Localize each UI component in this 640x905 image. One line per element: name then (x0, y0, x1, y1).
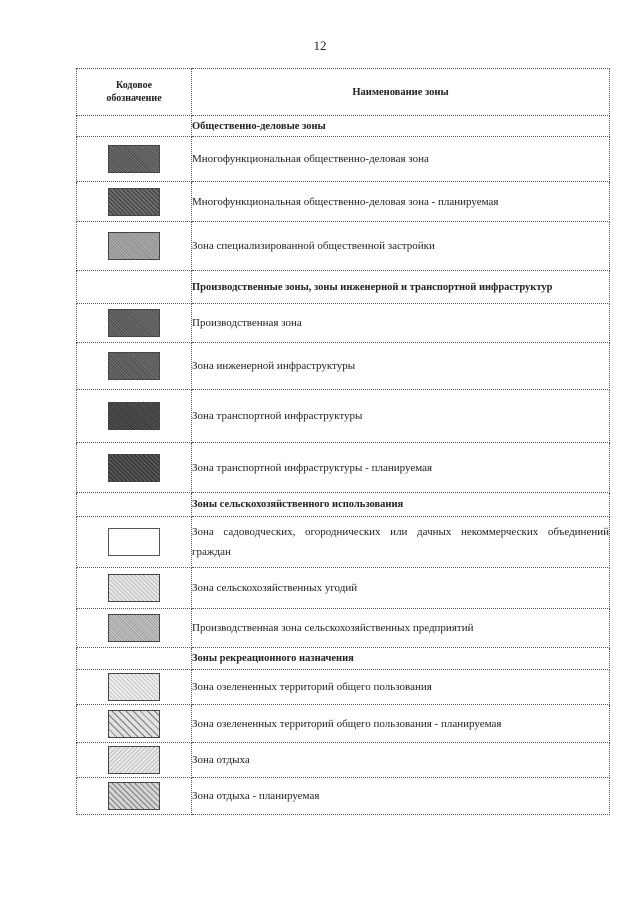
zone-legend-table (76, 68, 610, 815)
zone-name: Зона садоводческих, огороднических или дачных некоммерческих объединений граждан (192, 517, 610, 568)
zone-name: Зона транспортной инфраструктуры - планируемая (192, 443, 610, 493)
category-label: Зоны сельскохозяйственного использования (192, 493, 610, 517)
table-row (77, 609, 610, 648)
category-code-cell (77, 493, 192, 517)
zone-swatch (108, 782, 160, 810)
zone-name: Многофункциональная общественно-деловая зона (192, 137, 610, 182)
swatch-cell (77, 568, 192, 609)
zone-swatch (108, 673, 160, 701)
swatch-cell (77, 705, 192, 743)
zone-name: Зона инженерной инфраструктуры (192, 343, 610, 390)
category-row (77, 116, 610, 137)
swatch-cell (77, 670, 192, 705)
header-code (77, 69, 192, 116)
zone-swatch (108, 232, 160, 260)
table-row (77, 222, 610, 271)
swatch-cell (77, 222, 192, 271)
zone-name: Зона отдыха - планируемая (192, 778, 610, 815)
zone-swatch (108, 145, 160, 173)
category-row (77, 648, 610, 670)
table-row (77, 517, 610, 568)
table-row (77, 568, 610, 609)
zone-swatch (108, 352, 160, 380)
category-code-cell (77, 116, 192, 137)
table-row (77, 670, 610, 705)
table-row (77, 304, 610, 343)
zone-swatch (108, 710, 160, 738)
zone-swatch (108, 614, 160, 642)
table-row (77, 443, 610, 493)
table-row (77, 182, 610, 222)
table-row (77, 390, 610, 443)
category-label: Производственные зоны, зоны инженерной и транспортной инфраструктур (192, 271, 610, 304)
header-code-line1: Кодовое (115, 80, 153, 91)
category-code-cell (77, 648, 192, 670)
zone-swatch (108, 746, 160, 774)
zone-swatch (108, 188, 160, 216)
swatch-cell (77, 778, 192, 815)
zone-name: Производственная зона сельскохозяйственных предприятий (192, 609, 610, 648)
swatch-cell (77, 137, 192, 182)
category-code-cell (77, 271, 192, 304)
zone-name: Зона транспортной инфраструктуры (192, 390, 610, 443)
swatch-cell (77, 343, 192, 390)
table-row (77, 343, 610, 390)
zone-name: Зона специализированной общественной застройки (192, 222, 610, 271)
zone-swatch (108, 528, 160, 556)
swatch-cell (77, 390, 192, 443)
zone-name: Зона сельскохозяйственных угодий (192, 568, 610, 609)
page-number: 12 (313, 38, 327, 53)
zone-name: Производственная зона (192, 304, 610, 343)
zone-name: Зона озелененных территорий общего пользования - планируемая (192, 705, 610, 743)
zone-name: Зона отдыха (192, 743, 610, 778)
zone-swatch (108, 309, 160, 337)
category-row (77, 493, 610, 517)
category-row (77, 271, 610, 304)
table-row (77, 137, 610, 182)
table-row (77, 705, 610, 743)
swatch-cell (77, 304, 192, 343)
swatch-cell (77, 182, 192, 222)
swatch-cell (77, 743, 192, 778)
category-label: Зоны рекреационного назначения (192, 648, 610, 670)
swatch-cell (77, 443, 192, 493)
zone-swatch (108, 454, 160, 482)
header-zone-name: Наименование зоны (192, 69, 610, 116)
zone-swatch (108, 574, 160, 602)
zone-name: Зона озелененных территорий общего пользования (192, 670, 610, 705)
header-code-line2: обозначение (106, 93, 162, 104)
category-label: Общественно-деловые зоны (192, 116, 610, 137)
swatch-cell (77, 517, 192, 568)
table-row (77, 743, 610, 778)
zone-name: Многофункциональная общественно-деловая зона - планируемая (192, 182, 610, 222)
table-row (77, 778, 610, 815)
zone-swatch (108, 402, 160, 430)
swatch-cell (77, 609, 192, 648)
table-header-row (77, 69, 610, 116)
